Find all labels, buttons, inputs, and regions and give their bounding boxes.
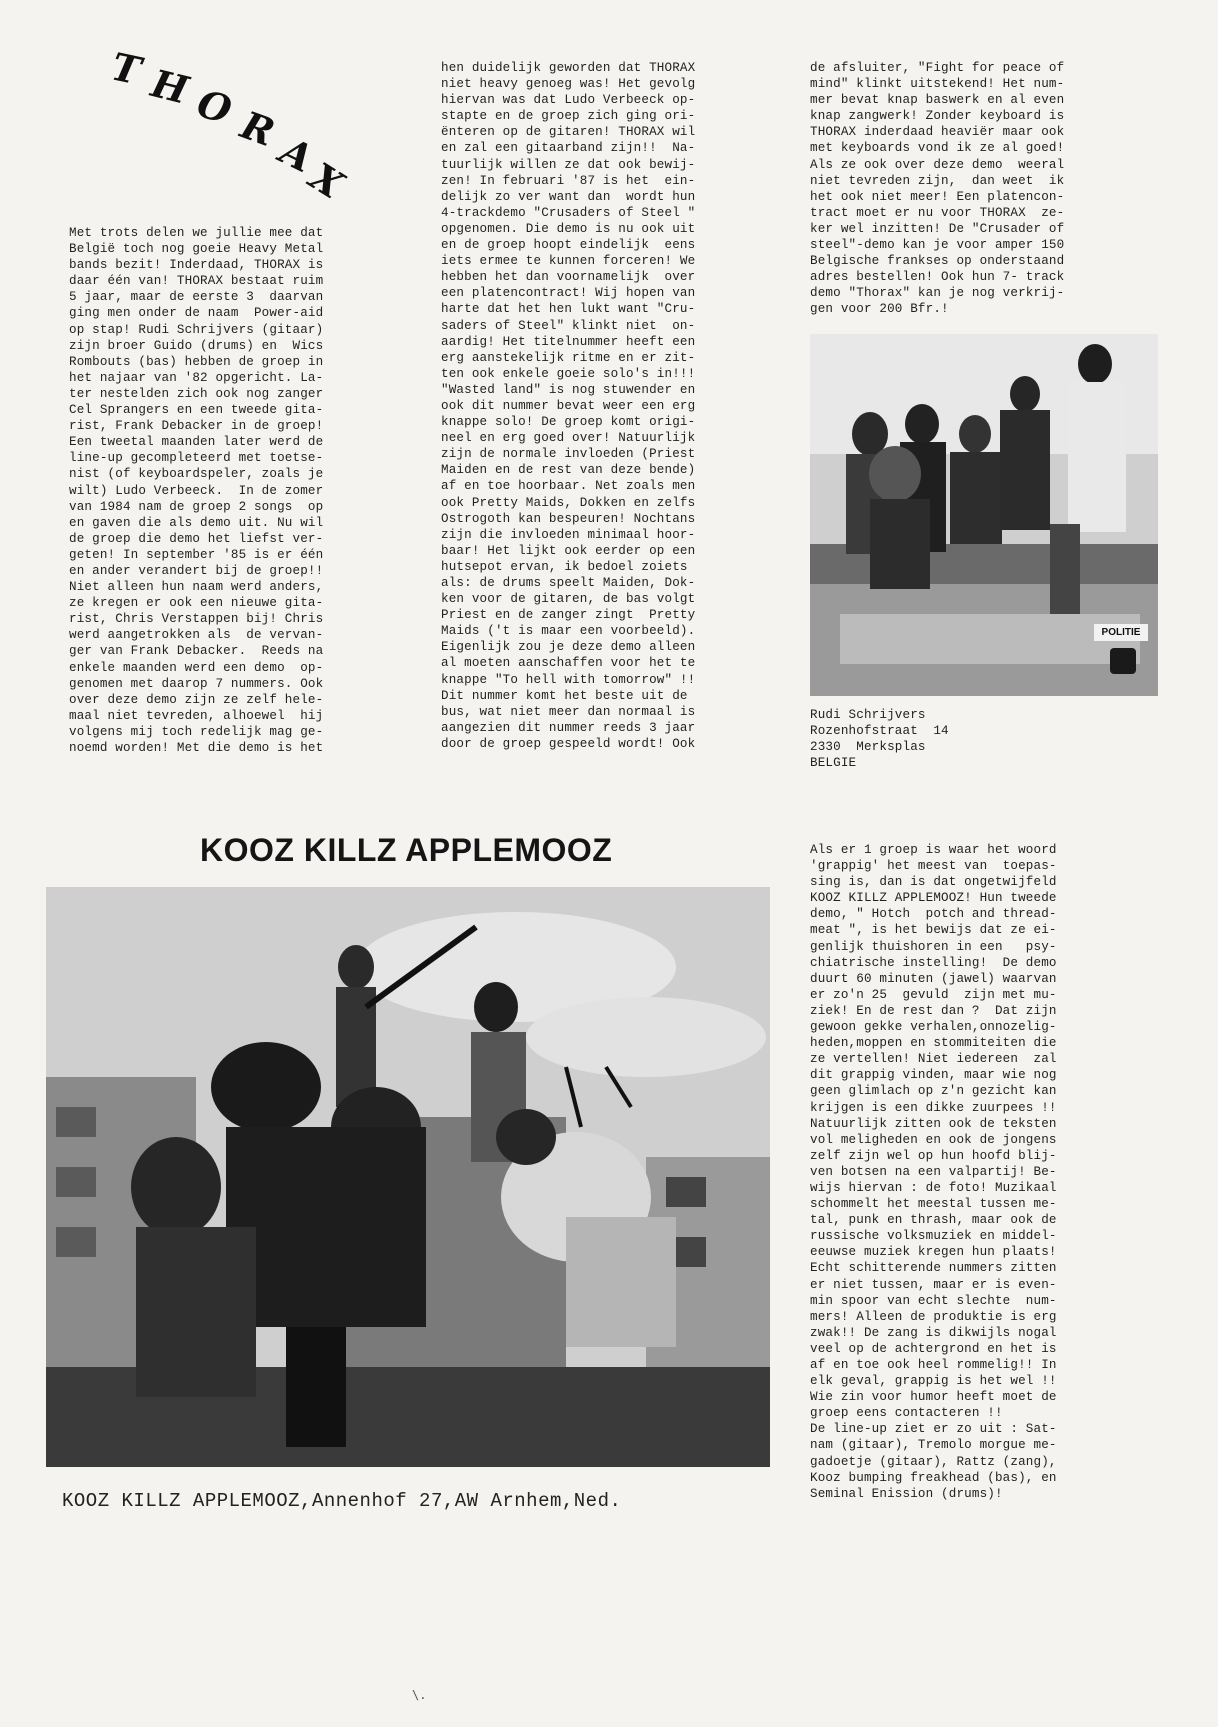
kooz-band-photo xyxy=(46,887,770,1467)
logo-letter: A xyxy=(273,127,320,182)
logo-letter: H xyxy=(147,60,193,113)
logo-letter: T xyxy=(107,43,145,94)
kooz-address: KOOZ KILLZ APPLEMOOZ,Annenhof 27,AW Arnhem,Ned. xyxy=(62,1490,622,1512)
politie-sign-text: POLITIE xyxy=(1101,627,1141,638)
thorax-column-3: de afsluiter, "Fight for peace of mind" klinkt uitstekend! Het num- mer bevat knap baswerk en al even knap zangwerk! Zonder keyboard is THORAX inderdaad heaviër maar ook met keyboards vond ik ze al goed! Als ze ook over deze demo weeral niet tevreden zijn, dan weet ik het ook niet meer! Een platencon- tract moet er nu voor THORAX ze- ker wel inzitten! De "Crusader of steel"-demo kan je voor amper 150 Belgische frankses op onderstaand adres bestellen! Ook hun 7- track demo "Thorax" kan je nog verkrij- gen voor 200 Bfr.! xyxy=(810,61,1065,317)
thorax-band-photo xyxy=(810,334,1158,696)
thorax-contact-address: Rudi Schrijvers Rozenhofstraat 14 2330 Merksplas BELGIE xyxy=(810,708,949,771)
logo-letter: R xyxy=(235,101,281,156)
police-emblem-icon xyxy=(1110,648,1136,674)
logo-letter: O xyxy=(192,80,237,133)
thorax-column-2: hen duidelijk geworden dat THORAX niet heavy genoeg was! Het gevolg hiervan was dat Ludo Verbeeck op- stapte en de groep zich ging ori- ënteren op de gitaren! THORAX wil en zal een gitaarband zijn!! Na- tuurlijk willen ze dat ook bewij- zen! In februari '87 is het ein- delijk zo ver want dan wordt hun 4-trackdemo "Crusaders of Steel " opgenomen. Die demo is nu ook uit en de groep hoopt eindelijk eens iets ermee te kunnen forceren! We hebben het dan voornamelijk over een platencontract! Wij hopen van harte dat het hen lukt want "Cru- saders of Steel" klinkt niet on- aardig! Het titelnummer heeft een erg aanstekelijk ritme en er zit- ten ook enkele goeie solo's in!!! "Wasted land" is nog stuwender en ook dit nummer bevat weer een erg knappe solo! De groep komt origi- neel en erg goed over! Natuurlijk zijn de normale invloeden (Priest Maiden en de rest van deze bende) af en toe hoorbaar. Net zoals men ook Pretty Maids, Dokken en zelfs Ostrogoth kan bespeuren! Nochtans zijn die invloeden minimaal hoor- baar! Het lijkt ook eerder op een hutsepot ervan, ik bedoel zoiets als: de drums speelt Maiden, Dok- ken voor de gitaren, de bas volgt Priest en de zanger zingt Pretty Maids ('t is maar een voorbeeld). Eigenlijk zou je deze demo alleen al moeten aanschaffen voor het te knappe "To hell with tomorrow" !! Dit nummer komt het beste uit de bus, wat niet meer dan normaal is aangezien dit nummer reeds 3 jaar door de groep gespeeld wordt! Ook xyxy=(441,61,696,751)
thorax-column-1: Met trots delen we jullie mee dat België toch nog goeie Heavy Metal bands bezit! Inderdaad, THORAX is daar één van! THORAX bestaat ruim 5 jaar, maar de eerste 3 daarvan ging men onder de naam Power-aid op stap! Rudi Schrijvers (gitaar) zijn broer Guido (drums) en Wics Rombouts (bas) hebben de groep in het najaar van '82 opgericht. La- ter nestelden zich ook nog zanger Cel Sprangers en een tweede gita- rist, Frank Debacker in de groep! Een tweetal maanden later werd de line-up gecompleteerd met toetse- nist (of keyboardspeler, zoals je wilt) Ludo Verbeeck. In de zomer van 1984 nam de groep 2 songs op en gaven die als demo uit. Nu wil de groep die demo het liefst ver- geten! In september '85 is er één en ander verandert bij de groep!! Niet alleen hun naam werd anders, ze kregen er ook een nieuwe gita- rist, Chris Verstappen bij! Chris werd aangetrokken als de vervan- ger van Frank Debacker. Reeds na enkele maanden werd een demo op- genomen met daarop 7 nummers. Ook over deze demo zijn ze zelf hele- maal niet tevreden, alhoewel hij volgens mij toch redelijk mag ge- noemd worden! Met die demo is het xyxy=(69,226,324,755)
politie-sign xyxy=(1094,624,1148,641)
kooz-title: KOOZ KILLZ APPLEMOOZ xyxy=(200,832,613,868)
kooz-photo-graphic xyxy=(46,887,770,1467)
logo-letter: X xyxy=(302,153,352,208)
thorax-logo xyxy=(107,40,372,208)
kooz-review-column: Als er 1 groep is waar het woord 'grappig' het meest van toepas- sing is, dan is dat ongetwijfeld KOOZ KILLZ APPLEMOOZ! Hun tweede demo, " Hotch potch and thread- meat ", is het bewijs dat ze ei- genlijk thuishoren in een psy- chiatrische instelling! De demo duurt 60 minuten (jawel) waarvan er zo'n 25 gevuld zijn met mu- ziek! En de rest dan ? Dat zijn gewoon gekke verhalen,onnozelig- heden,moppen en stommiteiten die ze vertellen! Niet iedereen zal dit grappig vinden, maar wie nog geen glimlach op z'n gezicht kan krijgen is een dikke zuurpees !! Natuurlijk zitten ook de teksten vol meligheden en ook de jongens zelf zijn wel op hun hoofd blij- ven botsen na een valpartij! Be- wijs hiervan : de foto! Muzikaal schommelt het meestal tussen me- tal, punk en thrash, maar ook de russische volksmuziek en middel- eeuwse muziek kregen hun plaats! Echt schitterende nummers zitten er niet tussen, maar er is even- min spoor van echt slechte num- mers! Alleen de produktie is erg zwak!! De zang is dikwijls nogal veel op de achtergrond en het is af en toe ook heel rommelig!! In elk geval, grappig is het wel !! Wie zin voor humor heeft moet de groep eens contacteren !! De line-up ziet er zo uit : Sat- nam (gitaar), Tremolo morgue me- gadoetje (gitaar), Rattz (zang), Kooz bumping freakhead (bas), en Seminal Enission (drums)! xyxy=(810,843,1057,1501)
page-mark: \. xyxy=(412,1688,427,1702)
band-photo-graphic xyxy=(810,334,1158,696)
